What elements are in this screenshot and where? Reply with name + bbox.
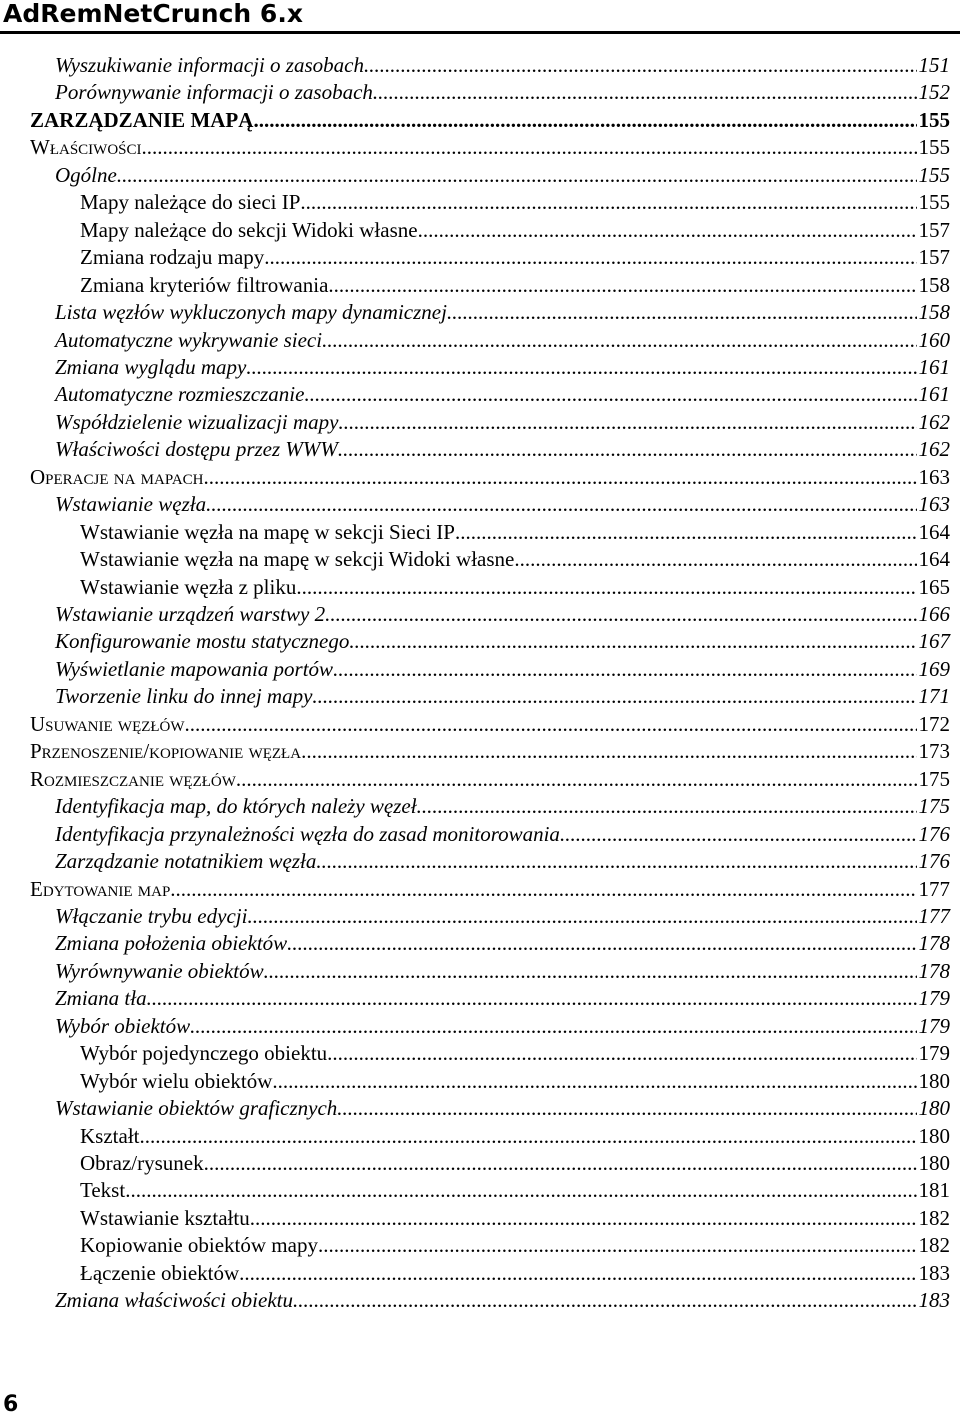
toc-entry-title: Właściwości	[30, 135, 142, 160]
toc-entry-title: Włączanie trybu edycji	[55, 903, 248, 928]
toc-entry-page: 180	[918, 1096, 950, 1121]
toc-entry-page: 181	[918, 1178, 950, 1203]
header-title: AdRemNetCrunch 6.x	[3, 0, 303, 28]
toc-entry-page: 169	[918, 656, 950, 681]
toc-entry-title: Zmiana położenia obiektów	[55, 931, 288, 956]
toc-entry[interactable]	[80, 1150, 950, 1176]
toc-entry-page: 173	[918, 739, 950, 764]
toc-entry[interactable]	[55, 162, 950, 188]
toc-entry-title: Kształt	[80, 1123, 140, 1148]
toc-entry-page: 155	[918, 162, 950, 187]
page-header	[0, 0, 960, 32]
toc-entry[interactable]	[55, 848, 950, 874]
toc-dot-leader	[139, 1123, 916, 1149]
toc-dot-leader	[325, 601, 916, 627]
toc-entry-title: Wstawianie węzła na mapę w sekcji Widoki własne	[80, 547, 515, 572]
toc-entry-page: 157	[918, 245, 950, 270]
toc-dot-leader	[328, 272, 916, 298]
toc-entry-title: Operacje na mapach	[30, 464, 204, 489]
toc-entry[interactable]	[55, 821, 950, 847]
toc-dot-leader	[253, 107, 916, 133]
toc-dot-leader	[185, 711, 917, 737]
toc-dot-leader	[364, 52, 917, 78]
toc-entry-title: Lista węzłów wykluczonych mapy dynamicznej	[55, 300, 447, 325]
toc-dot-leader	[206, 491, 916, 517]
toc-entry[interactable]	[80, 217, 950, 243]
toc-entry-title: Automatyczne rozmieszczanie	[55, 382, 305, 407]
toc-entry-title: Wstawianie węzła	[55, 492, 207, 517]
toc-entry-title: Identyfikacja map, do których należy węzeł	[55, 794, 417, 819]
toc-entry[interactable]	[80, 519, 950, 545]
toc-entry-title: Wstawianie urządzeń warstwy 2	[55, 602, 326, 626]
toc-dot-leader	[272, 1068, 916, 1094]
toc-entry[interactable]	[30, 876, 950, 902]
toc-entry[interactable]	[55, 299, 950, 325]
toc-entry[interactable]	[55, 79, 950, 105]
toc-dot-leader	[246, 354, 916, 380]
toc-dot-leader	[417, 793, 917, 819]
toc-dot-leader	[203, 464, 916, 490]
toc-dot-leader	[447, 299, 917, 325]
toc-entry-page: 179	[918, 986, 950, 1011]
toc-dot-leader	[333, 656, 916, 682]
toc-entry-title: Przenoszenie/kopiowanie węzła	[30, 739, 302, 764]
toc-entry[interactable]	[55, 381, 950, 407]
toc-entry-title: Wstawianie obiektów graficznych	[55, 1096, 338, 1121]
toc-entry[interactable]	[80, 1040, 950, 1066]
toc-entry-page: 182	[918, 1205, 950, 1230]
toc-entry[interactable]	[55, 601, 950, 627]
toc-entry-page: 155	[918, 107, 950, 132]
toc-entry-page: 164	[918, 519, 950, 544]
toc-entry-page: 177	[918, 903, 950, 928]
toc-entry-title: Automatyczne wykrywanie sieci	[55, 327, 323, 352]
toc-entry-title: Zmiana tła	[55, 986, 147, 1011]
toc-entry[interactable]	[80, 1232, 950, 1258]
toc-entry[interactable]	[30, 711, 950, 737]
toc-dot-leader	[147, 985, 917, 1011]
toc-dot-leader	[239, 1260, 916, 1286]
toc-entry-page: 155	[918, 190, 950, 215]
toc-entry-page: 183	[918, 1288, 950, 1313]
toc-entry[interactable]	[55, 793, 950, 819]
toc-dot-leader	[338, 409, 916, 435]
toc-entry[interactable]	[55, 327, 950, 353]
toc-dot-leader	[287, 930, 916, 956]
toc-entry[interactable]	[55, 656, 950, 682]
toc-entry-page: 163	[918, 492, 950, 517]
toc-entry-page: 176	[918, 821, 950, 846]
toc-entry[interactable]	[30, 766, 950, 792]
toc-entry-page: 176	[918, 849, 950, 874]
toc-entry-page: 151	[918, 53, 950, 77]
toc-entry-page: 182	[918, 1233, 950, 1258]
toc-dot-leader	[170, 876, 916, 902]
toc-entry[interactable]	[55, 628, 950, 654]
toc-dot-leader	[304, 381, 916, 407]
toc-entry-title: Mapy należące do sekcji Widoki własne	[80, 217, 418, 242]
toc-entry-page: 180	[918, 1068, 950, 1093]
toc-entry-title: Edytowanie map	[30, 876, 171, 901]
toc-entry-title: Zmiana kryteriów filtrowania	[80, 272, 329, 297]
toc-dot-leader	[327, 1040, 916, 1066]
toc-entry-title: Porównywanie informacji o zasobach	[55, 80, 373, 105]
toc-dot-leader	[204, 1150, 917, 1176]
toc-entry-page: 183	[918, 1260, 950, 1285]
toc-entry-title: Wstawianie węzła z pliku	[80, 574, 297, 599]
toc-dot-leader	[560, 821, 917, 847]
toc-entry-title: Wyrównywanie obiektów	[55, 958, 264, 983]
toc-entry-page: 160	[918, 327, 950, 352]
toc-entry-page: 171	[918, 684, 950, 709]
toc-entry-page: 180	[918, 1123, 950, 1148]
toc-entry[interactable]	[55, 683, 950, 709]
toc-entry-page: 179	[918, 1013, 950, 1038]
toc-entry-page: 175	[918, 794, 950, 819]
toc-entry-title: Kopiowanie obiektów mapy	[80, 1233, 318, 1258]
toc-dot-leader	[455, 519, 917, 545]
toc-entry[interactable]	[55, 491, 950, 517]
toc-entry-title: Mapy należące do sieci IP	[80, 190, 301, 215]
toc-entry[interactable]	[55, 409, 950, 435]
toc-entry-title: Zmiana rodzaju mapy	[80, 245, 265, 270]
toc-dot-leader	[337, 1095, 916, 1121]
toc-dot-leader	[322, 327, 916, 353]
toc-entry-title: Wstawianie kształtu	[80, 1205, 250, 1230]
toc-entry[interactable]	[55, 903, 950, 929]
toc-entry-page: 162	[918, 409, 950, 434]
toc-entry-page: 166	[918, 602, 950, 626]
toc-entry-page: 157	[918, 217, 950, 242]
toc-entry-title: Zarządzanie notatnikiem węzła	[55, 849, 317, 874]
toc-entry-page: 175	[918, 766, 950, 791]
toc-dot-leader	[190, 1013, 916, 1039]
toc-entry[interactable]	[30, 738, 950, 764]
toc-dot-leader	[264, 244, 916, 270]
toc-entry[interactable]	[30, 134, 950, 160]
toc-entry-title: Zmiana wyglądu mapy	[55, 354, 247, 379]
toc-entry[interactable]	[80, 244, 950, 270]
toc-dot-leader	[373, 79, 917, 105]
toc-entry-page: 158	[918, 300, 950, 325]
toc-entry-title: Wybór pojedynczego obiektu	[80, 1041, 328, 1066]
toc-entry-title: Wybór wielu obiektów	[80, 1068, 273, 1093]
toc-entry[interactable]	[55, 52, 950, 78]
toc-entry[interactable]	[80, 1123, 950, 1149]
toc-dot-leader	[514, 546, 916, 572]
toc-entry-title: Zmiana właściwości obiektu	[55, 1288, 293, 1313]
toc-entry-page: 178	[918, 931, 950, 956]
toc-entry-page: 172	[918, 711, 950, 736]
toc-entry-title: Konfigurowanie mostu statycznego	[55, 629, 350, 654]
toc-entry[interactable]	[55, 985, 950, 1011]
toc-entry[interactable]	[30, 107, 950, 133]
toc-entry-title: Usuwanie węzłów	[30, 711, 185, 736]
toc-entry-page: 152	[918, 80, 950, 105]
toc-entry[interactable]	[80, 546, 950, 572]
toc-dot-leader	[236, 766, 917, 792]
toc-entry-title: Wyszukiwanie informacji o zasobach	[55, 53, 364, 77]
toc-dot-leader	[296, 574, 916, 600]
toc-dot-leader	[349, 628, 916, 654]
toc-entry-title: Ogólne	[55, 162, 117, 187]
toc-entry-title: Tekst	[80, 1178, 126, 1203]
toc-entry-page: 178	[918, 958, 950, 983]
toc-entry-title: Tworzenie linku do innej mapy	[55, 684, 313, 709]
toc-dot-leader	[301, 738, 916, 764]
toc-entry[interactable]	[55, 1013, 950, 1039]
toc-dot-leader	[316, 848, 916, 874]
page-number: 6	[3, 1392, 19, 1417]
toc-entry[interactable]	[80, 272, 950, 298]
toc-entry-page: 164	[918, 547, 950, 572]
toc-entry[interactable]	[80, 1177, 950, 1203]
toc-entry-page: 167	[918, 629, 950, 654]
toc-entry[interactable]	[55, 1095, 950, 1121]
header-divider	[0, 31, 960, 34]
toc-dot-leader	[125, 1177, 916, 1203]
toc-dot-leader	[264, 958, 917, 984]
toc-dot-leader	[312, 683, 916, 709]
toc-entry-title: Obraz/rysunek	[80, 1151, 204, 1175]
toc-entry-title: Identyfikacja przynależności węzła do zasad monitorowania	[55, 821, 560, 846]
toc-dot-leader	[247, 903, 916, 929]
toc-entry-page: 162	[918, 437, 950, 462]
toc-entry[interactable]	[80, 1205, 950, 1231]
toc-entry[interactable]	[55, 436, 950, 462]
toc-entry[interactable]	[80, 189, 950, 215]
toc-dot-leader	[117, 162, 917, 188]
toc-dot-leader	[318, 1232, 917, 1258]
toc-entry-page: 180	[918, 1151, 950, 1175]
toc-entry-page: 155	[918, 135, 950, 160]
toc-dot-leader	[338, 436, 917, 462]
toc-entry-title: Rozmieszczanie węzłów	[30, 766, 236, 791]
toc-entry[interactable]	[30, 464, 950, 490]
toc-entry-title: Współdzielenie wizualizacji mapy	[55, 409, 339, 434]
toc-dot-leader	[142, 134, 917, 160]
toc-entry-page: 163	[918, 464, 950, 489]
toc-entry-page: 161	[918, 382, 950, 407]
toc-entry-title: ZARZĄDZANIE MAPĄ	[30, 107, 254, 132]
toc-entry-title: Wybór obiektów	[55, 1013, 191, 1038]
toc-dot-leader	[300, 189, 916, 215]
toc-entry-page: 165	[918, 574, 950, 599]
toc-entry[interactable]	[55, 1287, 950, 1313]
toc-entry-page: 177	[918, 876, 950, 901]
toc-entry-page: 161	[918, 354, 950, 379]
toc-entry-title: Właściwości dostępu przez WWW	[55, 437, 338, 462]
toc-entry-title: Łączenie obiektów	[80, 1260, 240, 1285]
toc-entry[interactable]	[55, 930, 950, 956]
toc-entry-page: 179	[918, 1041, 950, 1066]
toc-entry[interactable]	[55, 958, 950, 984]
toc-entry-title: Wstawianie węzła na mapę w sekcji Sieci IP	[80, 519, 455, 544]
toc-entry[interactable]	[55, 354, 950, 380]
toc-dot-leader	[293, 1287, 917, 1313]
toc-entry[interactable]	[80, 1068, 950, 1094]
toc-entry-page: 158	[918, 272, 950, 297]
toc-dot-leader	[250, 1205, 917, 1231]
toc-dot-leader	[418, 217, 917, 243]
toc-entry-title: Wyświetlanie mapowania portów	[55, 656, 334, 681]
toc-entry[interactable]	[80, 574, 950, 600]
toc-entry[interactable]	[80, 1260, 950, 1286]
